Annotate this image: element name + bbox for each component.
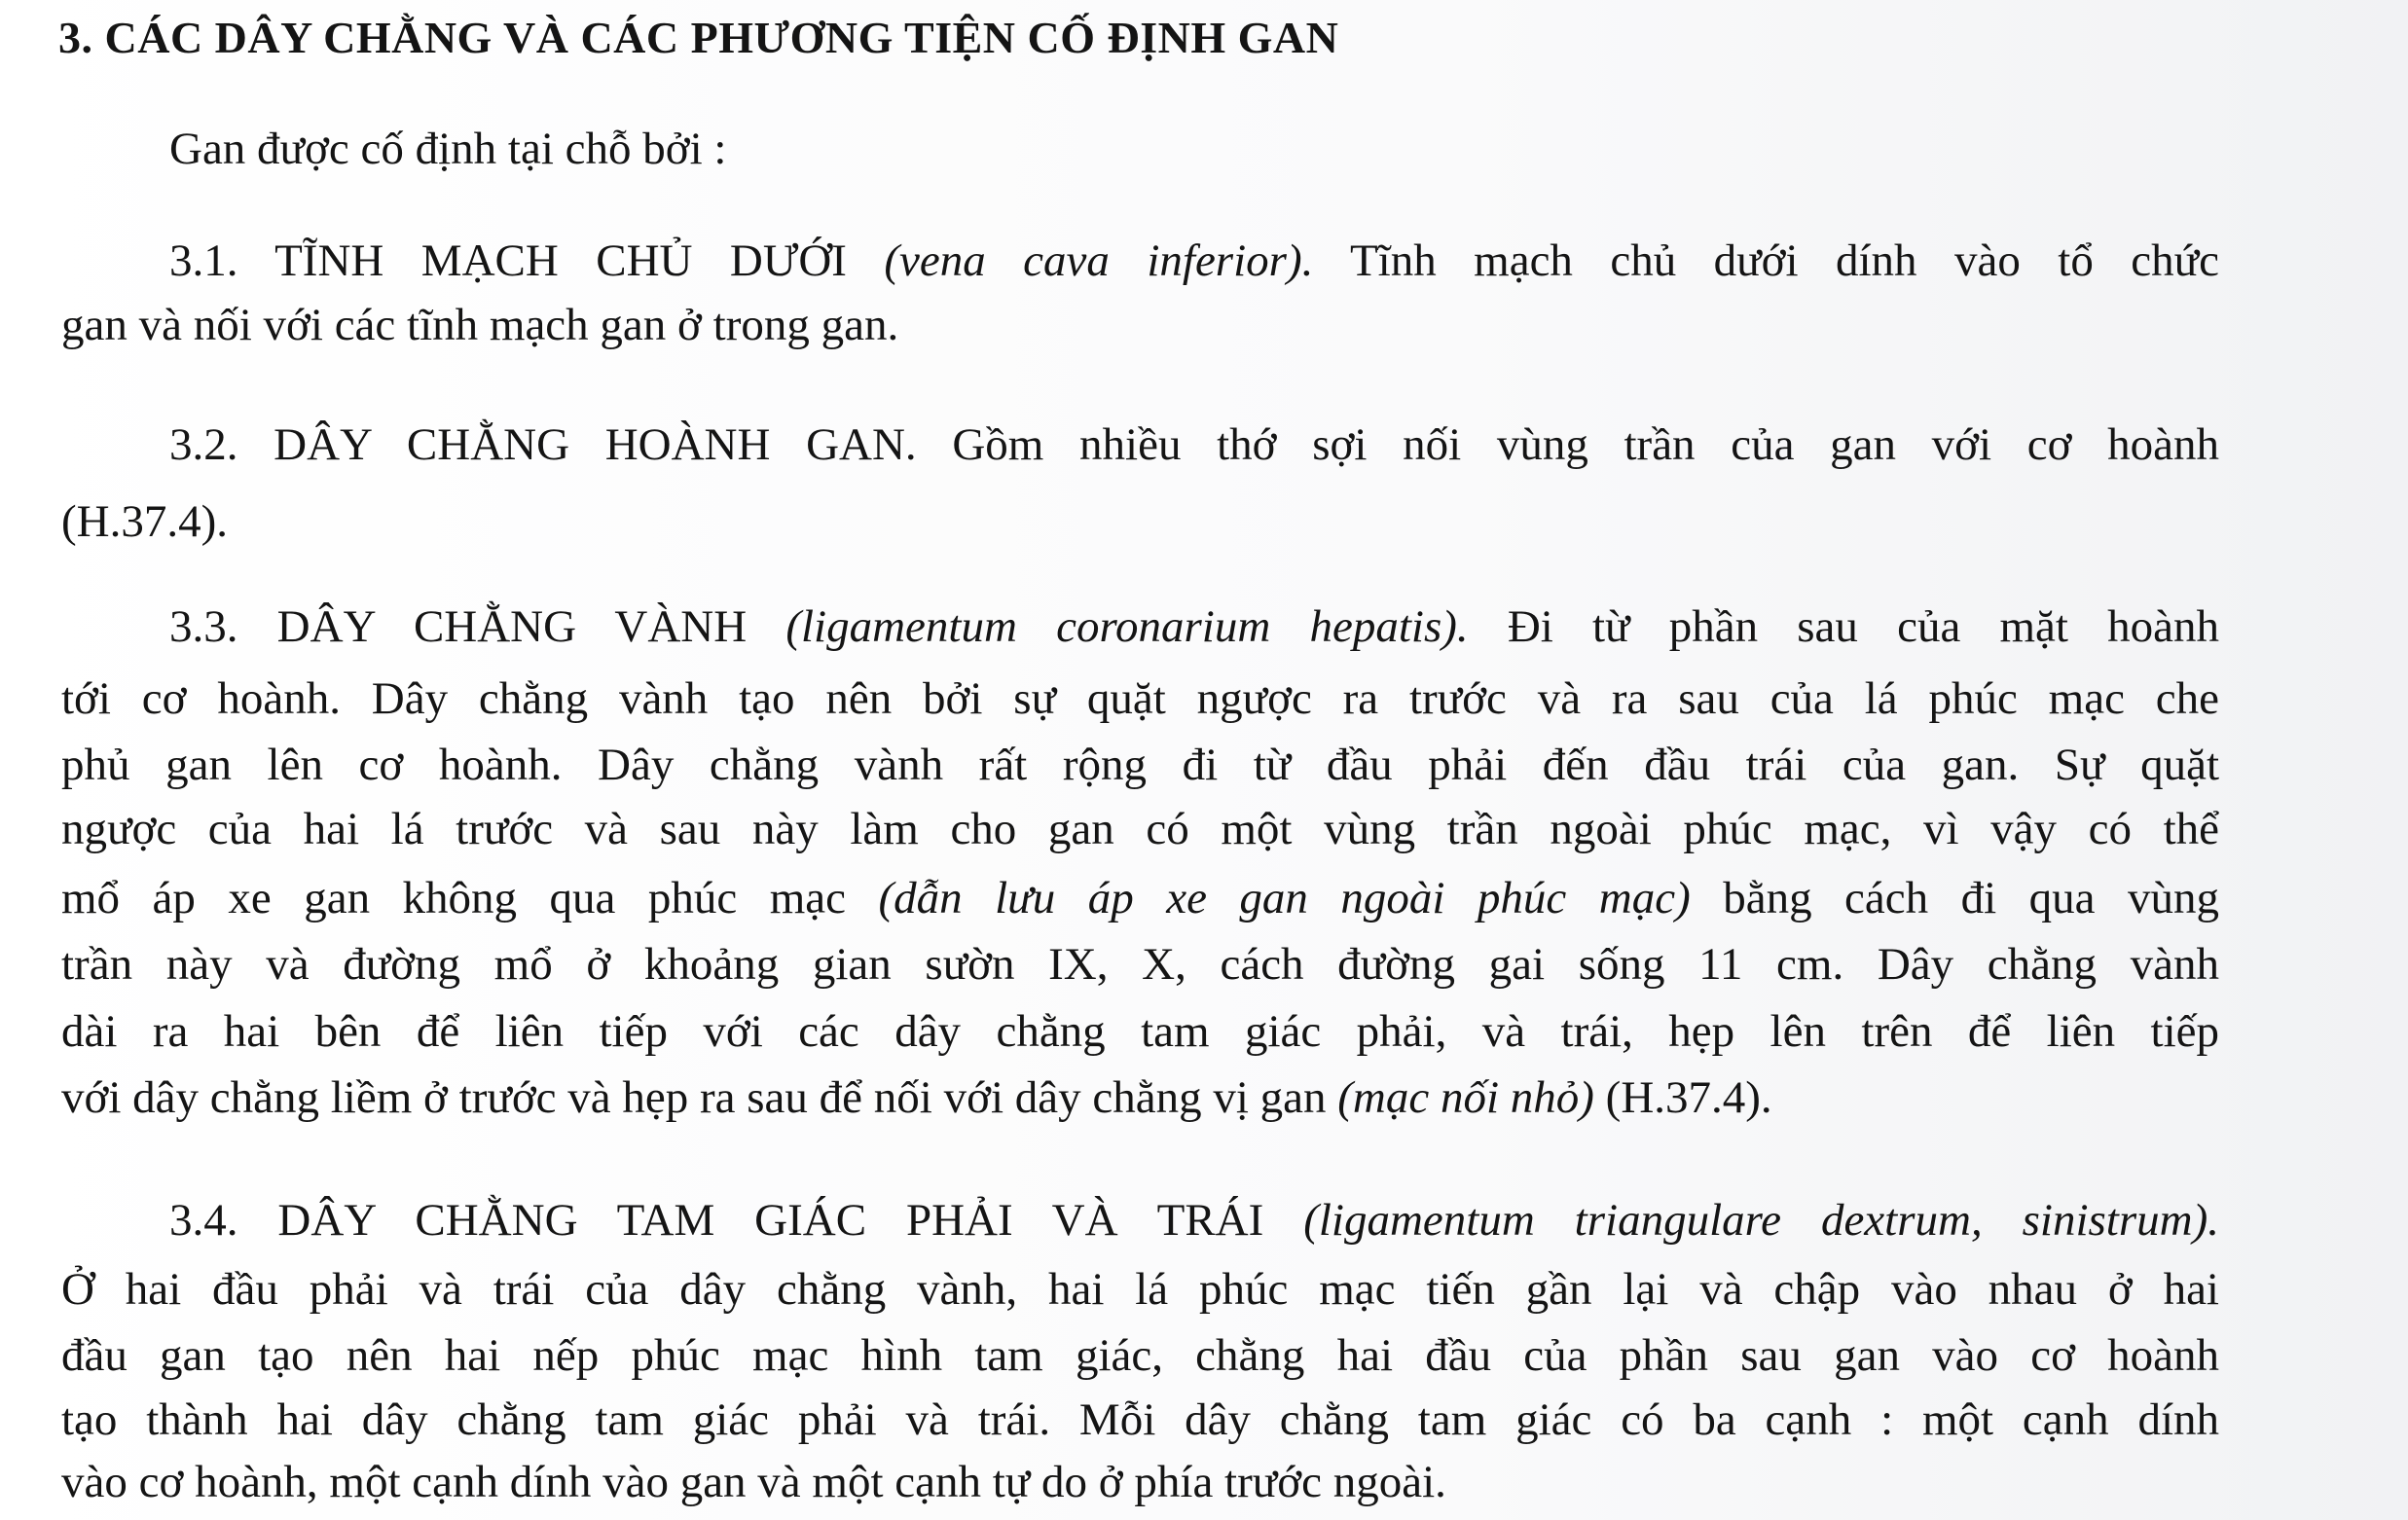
- text-segment: 3.3. DÂY CHẰNG VÀNH: [169, 601, 786, 652]
- paragraph-line-3-3: [61, 1068, 1772, 1127]
- paragraph-line-3-3: [61, 1002, 2219, 1061]
- latin-term: (dẫn lưu áp xe gan ngoài phúc mạc): [878, 873, 1691, 923]
- paragraph-line-3-3: [61, 869, 2219, 927]
- text-segment: đầu gan tạo nên hai nếp phúc mạc hình tam giác, chằng hai đầu của phần sau gan vào cơ hoành: [61, 1330, 2219, 1381]
- paragraph-line-3-3: [169, 597, 2219, 656]
- paragraph-line-3-2: [169, 416, 2219, 474]
- paragraph-line-3-4: [61, 1453, 1446, 1511]
- section-heading: 3. CÁC DÂY CHẰNG VÀ CÁC PHƯƠNG TIỆN CỐ ĐỊNH GAN: [58, 13, 1339, 62]
- text-segment: vào cơ hoành, một cạnh dính vào gan và một cạnh tự do ở phía trước ngoài.: [61, 1457, 1446, 1507]
- text-segment: tới cơ hoành. Dây chằng vành tạo nên bởi sự quặt ngược ra trước và ra sau của lá phúc mạc che: [61, 673, 2219, 724]
- text-segment: dài ra hai bên để liên tiếp với các dây chằng tam giác phải, và trái, hẹp lên trên để liên tiếp: [61, 1006, 2219, 1057]
- text-segment: Đi từ phần sau của mặt hoành: [1468, 601, 2219, 652]
- text-segment: tạo thành hai dây chằng tam giác phải và trái. Mỗi dây chằng tam giác có ba cạnh : một cạnh dính: [61, 1394, 2219, 1445]
- text-segment: (H.37.4).: [61, 496, 228, 547]
- text-segment: 3.4. DÂY CHẰNG TAM GIÁC PHẢI VÀ TRÁI: [169, 1195, 1304, 1246]
- paragraph-line-3-3: [61, 670, 2219, 728]
- text-segment: (H.37.4).: [1593, 1072, 1772, 1123]
- text-segment: với dây chằng liềm ở trước và hẹp ra sau để nối với dây chằng vị gan: [61, 1072, 1338, 1123]
- paragraph-line-3-3: [61, 800, 2219, 858]
- paragraph-line-3-4: [169, 1191, 2219, 1249]
- text-segment: phủ gan lên cơ hoành. Dây chằng vành rất rộng đi từ đầu phải đến đầu trái của gan. Sự quặt: [61, 740, 2219, 790]
- intro-text: Gan được cố định tại chỗ bởi :: [169, 124, 727, 174]
- text-segment: ngược của hai lá trước và sau này làm cho gan có một vùng trần ngoài phúc mạc, vì vậy có thể: [61, 804, 2219, 854]
- paragraph-line-3-4: [61, 1326, 2219, 1385]
- text-segment: Tĩnh mạch chủ dưới dính vào tổ chức: [1313, 235, 2219, 286]
- paragraph-line-3-3: [61, 736, 2219, 794]
- text-segment: 3.2. DÂY CHẰNG HOÀNH GAN. Gồm nhiều thớ sợi nối vùng trần của gan với cơ hoành: [169, 419, 2219, 470]
- text-segment: mổ áp xe gan không qua phúc mạc: [61, 873, 879, 923]
- latin-term: (ligamentum triangulare dextrum, sinistrum).: [1303, 1195, 2219, 1246]
- latin-term: (mạc nối nhỏ): [1337, 1072, 1594, 1123]
- paragraph-line-3-1: [169, 232, 2219, 290]
- text-segment: gan và nối với các tĩnh mạch gan ở trong gan.: [61, 300, 899, 350]
- text-segment: Ở hai đầu phải và trái của dây chằng vành, hai lá phúc mạc tiến gần lại và chập vào nhau ở hai: [61, 1264, 2219, 1315]
- text-segment: bằng cách đi qua vùng: [1690, 873, 2219, 923]
- paragraph-line-3-4: [61, 1391, 2219, 1449]
- latin-term: (vena cava inferior).: [884, 235, 1314, 286]
- paragraph-line-3-4: [61, 1260, 2219, 1319]
- latin-term: (ligamentum coronarium hepatis).: [785, 601, 1469, 652]
- text-segment: 3.1. TĨNH MẠCH CHỦ DƯỚI: [169, 235, 885, 286]
- paragraph-line-3-2: [61, 492, 228, 551]
- text-segment: trần này và đường mổ ở khoảng gian sườn IX, X, cách đường gai sống 11 cm. Dây chằng vành: [61, 939, 2219, 990]
- paragraph-line-3-1: [61, 296, 898, 354]
- paragraph-line-3-3: [61, 935, 2219, 994]
